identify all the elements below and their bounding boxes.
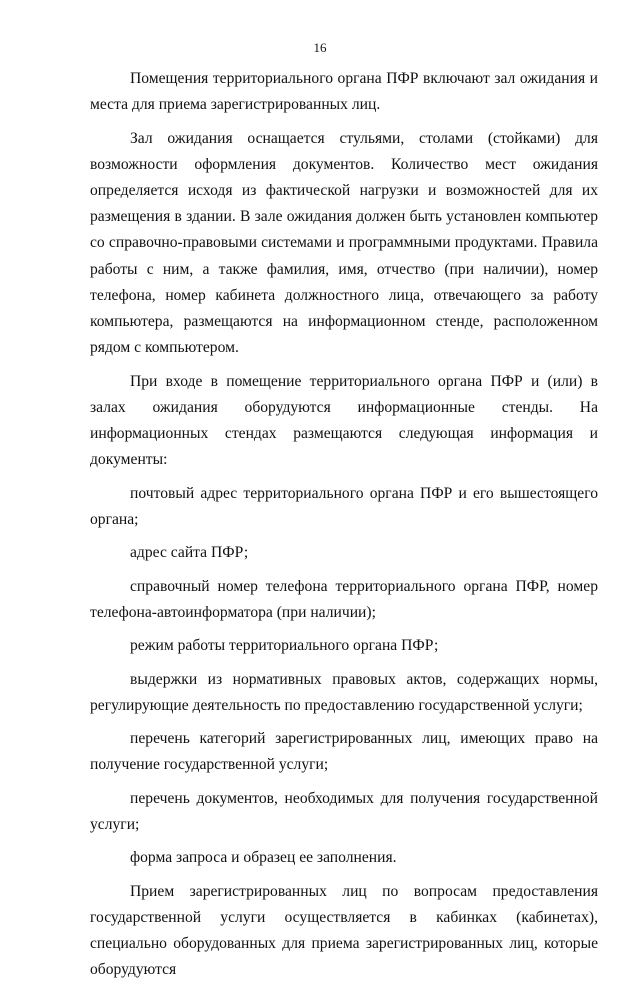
paragraph-waiting-hall: Зал ожидания оснащается стульями, столами (стойками) для возможности оформления документов. Количество мест ожидания определяется исходя из фактической нагрузки и возможностей для их размещения в здании. В зале ожидания должен быть установлен компьютер со справочно-правовыми системами и программными продуктами. Правила работы с ним, а также фамилия, имя, отчество (при наличии), номер телефона, номер кабинета должностного лица, отвечающего за работу компьютера, размещаются на информационном стенде, расположенном рядом с компьютером. — [90, 129, 598, 357]
paragraph-info-stands: При входе в помещение территориального органа ПФР и (или) в залах ожидания оборудуются информационные стенды. На информационных стендах размещаются следующая информация и документы: — [90, 372, 598, 469]
list-item: адрес сайта ПФР; — [130, 544, 249, 562]
page-number: 16 — [313, 40, 327, 55]
list-item: режим работы территориального органа ПФР; — [130, 637, 439, 655]
list-item: выдержки из нормативных правовых актов, содержащих нормы, регулирующие деятельность по предоставлению государственной услуги; — [90, 670, 598, 714]
document-body — [90, 66, 598, 984]
paragraph-premises: Помещения территориального органа ПФР включают зал ожидания и места для приема зарегистрированных лиц. — [90, 70, 598, 114]
list-item: перечень документов, необходимых для получения государственной услуги; — [90, 789, 598, 833]
paragraph-reception: Прием зарегистрированных лиц по вопросам предоставления государственной услуги осуществляется в кабинках (кабинетах), специально оборудованных для приема зарегистрированных лиц, которые оборудуются — [90, 882, 598, 979]
list-item: справочный номер телефона территориального органа ПФР, номер телефона-автоинформатора (при наличии); — [90, 577, 598, 621]
list-item: почтовый адрес территориального органа ПФР и его вышестоящего органа; — [90, 484, 598, 528]
list-item: форма запроса и образец ее заполнения. — [130, 849, 397, 867]
list-item: перечень категорий зарегистрированных лиц, имеющих право на получение государственной услуги; — [90, 730, 598, 774]
